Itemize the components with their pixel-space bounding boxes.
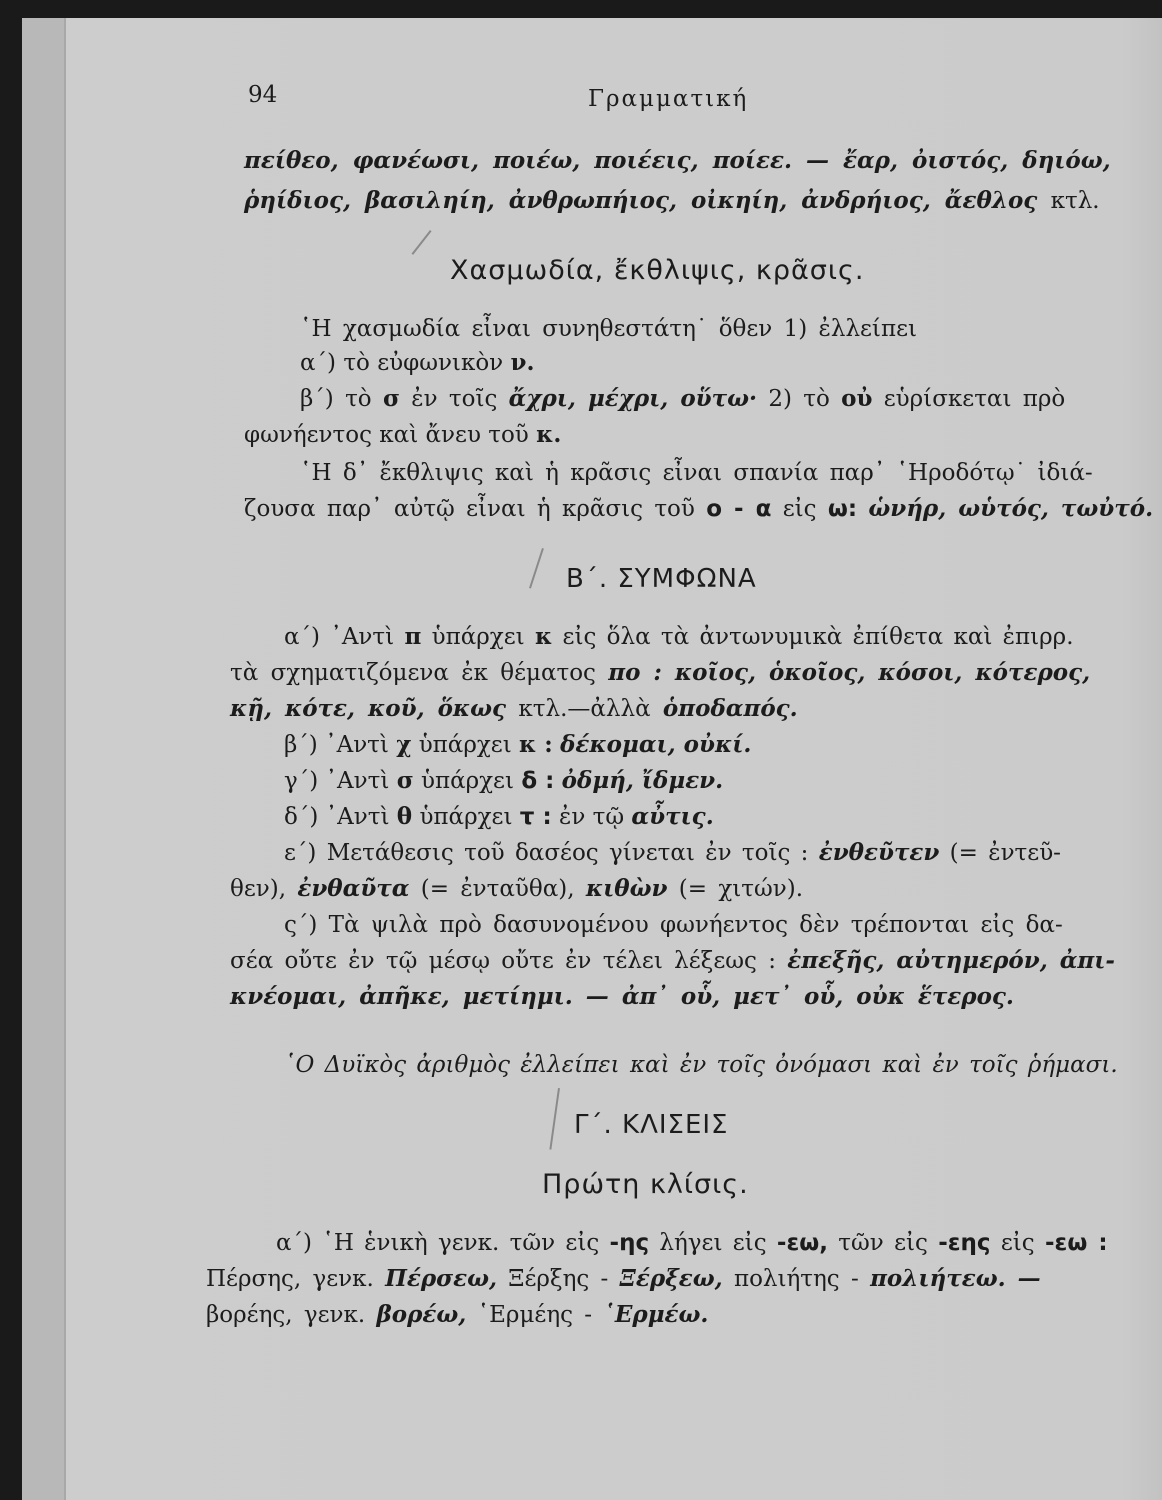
consonants-a-line-1 [284, 622, 1074, 652]
consonants-a-3b: κτλ.—ἀλλὰ [518, 696, 651, 722]
hiatus-line-4 [244, 420, 561, 450]
declension-2f: πολιήτεω. — [870, 1265, 1041, 1292]
hiatus-word-ou: οὐ [841, 385, 873, 412]
crasis-o-alpha: ο - α [706, 496, 772, 522]
declension-line-1 [276, 1228, 1108, 1258]
consonants-g-a: γ΄) ᾿Αντὶ [284, 768, 390, 794]
consonants-letter-chi: χ [396, 731, 412, 758]
consonants-g-examples: ὀδμή, ἴδμεν. [561, 767, 724, 794]
consonants-letter-kappa: κ [534, 623, 553, 650]
consonants-b-a: β΄) ᾿Αντὶ [284, 732, 389, 758]
consonants-b-examples: δέκομαι, οὐκί. [560, 731, 752, 758]
consonants-a-2a: τὰ σχηματιζόμενα ἐκ θέματος [230, 660, 596, 686]
declension-3c: ῾Ερμέης - [477, 1302, 593, 1328]
hiatus-examples-achri: ἄχρι, μέχρι, οὕτω· [508, 385, 758, 412]
consonants-b-c: ὑπάρχει [418, 732, 512, 758]
consonants-a-1c: ὑπάρχει [431, 624, 525, 650]
hiatus-line-3-c: ἐν τοῖς [411, 386, 498, 412]
subheading-first-declension: Πρώτη κλίσις. [542, 1169, 749, 1200]
consonants-e-1c: (= ἐντεῦ- [949, 840, 1061, 866]
declension-ending-ees: -εης [938, 1230, 991, 1256]
section-heading-hiatus: Χασμωδία, ἔκθλιψις, κρᾶσις. [450, 255, 865, 286]
intro-line-2 [244, 186, 1100, 216]
running-title: Γραμματική [588, 86, 749, 112]
hiatus-line-3-g: εὑρίσκεται πρὸ [883, 386, 1066, 412]
hiatus-letter-nu: ν. [510, 349, 535, 376]
hiatus-line-3 [300, 384, 1065, 414]
consonants-g-line [284, 766, 723, 796]
intro-line-1: πείθεο, φανέωσι, ποιέω, ποιέεις, ποίεε. — ἔαρ, ὀιστός, δηιόω, [244, 147, 1111, 174]
consonants-e-1b: ἐνθεῦτεν [818, 839, 940, 866]
consonants-d-a: δ΄) ᾿Αντὶ [284, 804, 390, 830]
consonants-a-line-2 [230, 658, 1090, 688]
crasis-line-2 [244, 494, 1153, 524]
pencil-mark [529, 548, 544, 589]
consonants-a-line-3 [230, 694, 798, 724]
hiatus-letter-kappa: κ. [536, 421, 562, 448]
crasis-line-2-a: ζουσα παρ᾽ αὐτῷ εἶναι ἡ κρᾶσις τοῦ [244, 496, 695, 522]
consonants-e-line-1 [284, 838, 1061, 868]
consonants-letter-sigma: σ [396, 767, 414, 794]
hiatus-letter-sigma: σ [382, 385, 400, 412]
declension-3a: βορέης, γενκ. [206, 1302, 366, 1328]
consonants-s-2a: σέα οὔτε ἐν τῷ μέσῳ οὔτε ἐν τέλει λέξεως : [230, 948, 776, 974]
consonants-a-1e: εἰς ὅλα τὰ ἀντωνυμικὰ ἐπίθετα καὶ ἐπιρρ. [562, 624, 1074, 650]
declension-2a: Πέρσης, γενκ. [206, 1266, 374, 1292]
crasis-line-1: ῾Η δ᾽ ἔκθλιψις καὶ ἡ κρᾶσις εἶναι σπανία παρ᾽ ῾Ηροδότῳ˙ ἰδιά- [300, 460, 1093, 486]
consonants-e-1a: ε΄) Μετάθεσις τοῦ δασέος γίνεται ἐν τοῖς : [284, 840, 809, 866]
consonants-d-c: ὑπάρχει [419, 804, 513, 830]
consonants-d-line [284, 802, 714, 832]
consonants-b-d: κ : [519, 731, 553, 758]
consonants-s-line-1: ς΄) Τὰ ψιλὰ πρὸ δασυνομένου φωνήεντος δὲν τρέπονται εἰς δα- [284, 912, 1063, 938]
consonants-e-2d: κιθὼν [585, 875, 668, 902]
page-edge [22, 18, 66, 1500]
hiatus-line-1: ῾Η χασμωδία εἶναι συνηθεστάτη˙ ὅθεν 1) ἐλλείπει [300, 316, 918, 342]
declension-1c: λήγει εἰς [659, 1230, 767, 1256]
declension-1a: α΄) ῾Η ἑνικὴ γενκ. τῶν εἰς [276, 1230, 600, 1256]
declension-line-2 [206, 1264, 1041, 1294]
declension-ending-es: -ης [609, 1230, 650, 1256]
pencil-mark [412, 230, 432, 255]
hiatus-line-3-a: β΄) τὸ [300, 386, 372, 412]
book-page [22, 18, 1162, 1500]
declension-line-3 [206, 1300, 708, 1330]
section-heading-declensions: Γ΄. ΚΛΙΣΕΙΣ [574, 1110, 729, 1140]
hiatus-line-2 [300, 348, 534, 378]
declension-2d: Ξέρξεω, [619, 1265, 723, 1292]
declension-2b: Πέρσεω, [385, 1265, 497, 1292]
consonants-d-e: ἐν τῷ [558, 804, 625, 830]
declension-ending-eo-2: -εω : [1045, 1230, 1108, 1256]
consonants-a-1a: α΄) ᾿Αντὶ [284, 624, 395, 650]
crasis-line-2-c: εἰς [782, 496, 817, 522]
consonants-e-2e: (= χιτών). [678, 876, 804, 902]
consonants-a-examples: πο : κοῖος, ὁκοῖος, κόσοι, κότερος, [608, 659, 1091, 686]
page-number: 94 [248, 82, 278, 108]
consonants-e-2a: θεν), [230, 876, 287, 902]
dual-number-note: ῾Ο Δυϊκὸς ἀριθμὸς ἐλλείπει καὶ ἐν τοῖς ὀνόμασι καὶ ἐν τοῖς ῥήμασι. [284, 1052, 1118, 1078]
consonants-b-line [284, 730, 751, 760]
pencil-mark [549, 1088, 560, 1150]
declension-2e: πολιήτης - [733, 1266, 859, 1292]
consonants-e-2b: ἐνθαῦτα [297, 875, 410, 902]
consonants-a-3a: κῇ, κότε, κοῦ, ὅκως [230, 695, 507, 722]
consonants-g-d: δ : [521, 768, 555, 794]
declension-ending-eo: -εω, [776, 1230, 828, 1256]
crasis-examples: ὡνήρ, ωὑτός, τωὐτό. [868, 495, 1154, 522]
consonants-s-line-2 [230, 946, 1115, 976]
declension-1e: τῶν εἰς [838, 1230, 928, 1256]
consonants-d-d: τ : [519, 804, 552, 830]
section-heading-consonants: Β΄. ΣΥΜΦΩΝΑ [566, 564, 757, 594]
declension-3b: βορέω, [376, 1301, 467, 1328]
consonants-d-example: αὖτις. [631, 803, 714, 830]
declension-3d: ῾Ερμέω. [603, 1301, 709, 1328]
consonants-g-c: ὑπάρχει [420, 768, 514, 794]
consonants-e-line-2 [230, 874, 803, 904]
intro-line-2-tail: κτλ. [1050, 188, 1100, 214]
consonants-e-2c: (= ἐνταῦθα), [420, 876, 575, 902]
hiatus-line-3-e: 2) τὸ [768, 386, 830, 412]
hiatus-line-2-text: α΄) τὸ εὐφωνικὸν [300, 350, 504, 376]
consonants-s-line-3: κνέομαι, ἀπῆκε, μετίημι. — ἀπ᾽ οὗ, μετ᾽ οὗ, οὐκ ἕτερος. [230, 983, 1014, 1010]
declension-2c: Ξέρξης - [508, 1266, 609, 1292]
intro-line-2-words: ῥηίδιος, βασιληίη, ἀνθρωπήιος, οἰκηίη, ἀνδρήιος, ἄεθλος [244, 187, 1038, 214]
declension-1g: εἰς [1000, 1230, 1035, 1256]
consonants-letter-pi: π [404, 623, 422, 650]
consonants-letter-theta: θ [396, 803, 413, 830]
crasis-omega: ω: [827, 496, 858, 522]
consonants-s-2b: ἐπεξῆς, αὐτημερόν, ἀπι- [787, 947, 1115, 974]
hiatus-line-4-a: φωνήεντος καὶ ἄνευ τοῦ [244, 422, 529, 448]
consonants-a-3c: ὁποδαπός. [662, 695, 798, 722]
